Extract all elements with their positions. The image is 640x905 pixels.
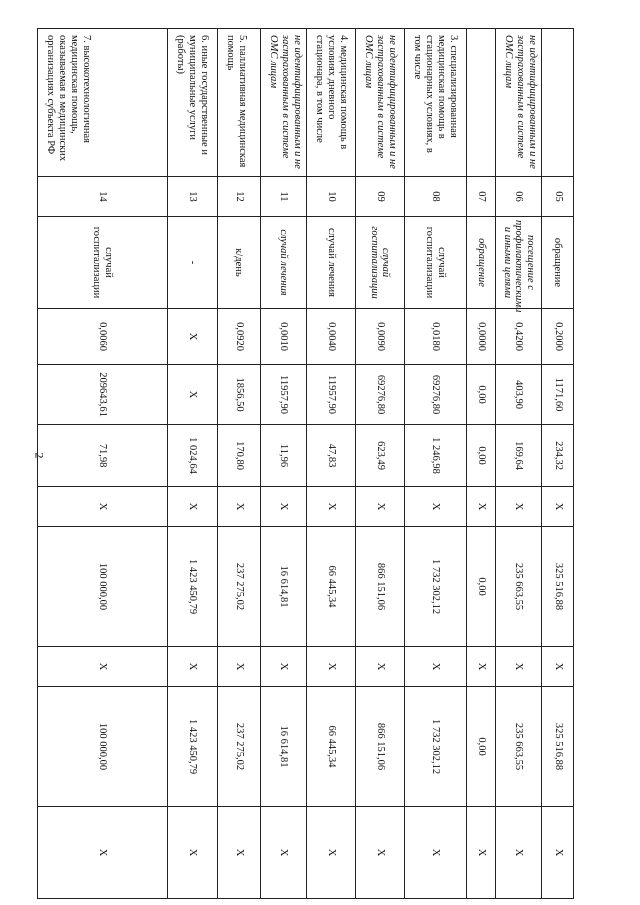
table-row bbox=[404, 29, 466, 899]
budget-total-cell: X bbox=[495, 647, 541, 687]
share-cell: X bbox=[306, 807, 355, 899]
oms-total-cell: 0,00 bbox=[466, 687, 495, 807]
norm-volume-cell: 0,0000 bbox=[466, 309, 495, 365]
budget-total-cell: X bbox=[167, 647, 217, 687]
budget-total-cell: X bbox=[404, 647, 466, 687]
oms-total-cell: 235 663,55 bbox=[495, 687, 541, 807]
row-name: 7. высокотехнологичная медицинская помощь, оказываемая в медицинских организациях субъекта РФ bbox=[37, 29, 167, 177]
row-code: 13 bbox=[167, 177, 217, 217]
table-row bbox=[542, 29, 574, 899]
budget-total-cell: X bbox=[355, 647, 404, 687]
per-capita-oms-cell: X bbox=[167, 487, 217, 527]
oms-total-cell: 1 732 302,12 bbox=[404, 687, 466, 807]
unit-cell: к/день bbox=[217, 217, 260, 309]
per-capita-oms-cell: X bbox=[217, 487, 260, 527]
share-cell: X bbox=[217, 807, 260, 899]
oms-total-cell: 866 151,06 bbox=[355, 687, 404, 807]
table-row bbox=[167, 29, 217, 899]
total-oms-cell: 16 614,81 bbox=[260, 527, 306, 647]
budget-total-cell: X bbox=[37, 647, 167, 687]
row-name: не идентифицированным и не застрахованным в системе ОМС лицам bbox=[260, 29, 306, 177]
share-cell: X bbox=[542, 807, 574, 899]
per-capita-oms-cell: X bbox=[542, 487, 574, 527]
per-capita-budget-cell: 11,96 bbox=[260, 425, 306, 487]
total-oms-cell: 0,00 bbox=[466, 527, 495, 647]
per-capita-oms-cell: X bbox=[466, 487, 495, 527]
table-row bbox=[355, 29, 404, 899]
budget-total-cell: X bbox=[466, 647, 495, 687]
row-name: 6. иные государственные и муниципальные услуги (работы) bbox=[167, 29, 217, 177]
row-code: 12 bbox=[217, 177, 260, 217]
norm-cost-cell: 1171,60 bbox=[542, 365, 574, 425]
per-capita-budget-cell: 47,83 bbox=[306, 425, 355, 487]
unit-cell: обращение bbox=[542, 217, 574, 309]
per-capita-budget-cell: 623,49 bbox=[355, 425, 404, 487]
share-cell: X bbox=[466, 807, 495, 899]
table-body bbox=[37, 29, 573, 899]
table-row bbox=[495, 29, 541, 899]
norm-cost-cell: 11957,90 bbox=[306, 365, 355, 425]
unit-cell: случай госпитализации bbox=[404, 217, 466, 309]
row-name: 3. специализированная медицинская помощь в стационарных условиях, в том числе bbox=[404, 29, 466, 177]
row-code: 06 bbox=[495, 177, 541, 217]
row-name: 4. медицинская помощь в условиях дневного стационара, в том числе bbox=[306, 29, 355, 177]
table-row bbox=[260, 29, 306, 899]
unit-cell: случай госпитализации bbox=[37, 217, 167, 309]
row-code: 05 bbox=[542, 177, 574, 217]
per-capita-oms-cell: X bbox=[260, 487, 306, 527]
norm-volume-cell: X bbox=[167, 309, 217, 365]
row-name bbox=[542, 29, 574, 177]
budget-total-cell: X bbox=[260, 647, 306, 687]
norm-volume-cell: 0,0090 bbox=[355, 309, 404, 365]
per-capita-oms-cell: X bbox=[355, 487, 404, 527]
per-capita-budget-cell: 169,64 bbox=[495, 425, 541, 487]
total-oms-cell: 237 275,02 bbox=[217, 527, 260, 647]
norm-volume-cell: 0,2000 bbox=[542, 309, 574, 365]
share-cell: X bbox=[167, 807, 217, 899]
norm-cost-cell: 69276,80 bbox=[404, 365, 466, 425]
share-cell: X bbox=[260, 807, 306, 899]
financing-table bbox=[37, 28, 574, 899]
norm-volume-cell: 0,0040 bbox=[306, 309, 355, 365]
per-capita-oms-cell: X bbox=[37, 487, 167, 527]
oms-total-cell: 325 516,88 bbox=[542, 687, 574, 807]
row-name: не идентифицированным и не застрахованным в системе ОМС лицам bbox=[495, 29, 541, 177]
oms-total-cell: 1 423 450,79 bbox=[167, 687, 217, 807]
total-oms-cell: 866 151,06 bbox=[355, 527, 404, 647]
table-row bbox=[217, 29, 260, 899]
norm-cost-cell: 69276,80 bbox=[355, 365, 404, 425]
per-capita-budget-cell: 170,80 bbox=[217, 425, 260, 487]
budget-total-cell: X bbox=[217, 647, 260, 687]
unit-cell: - bbox=[167, 217, 217, 309]
table-row bbox=[466, 29, 495, 899]
share-cell: X bbox=[404, 807, 466, 899]
row-code: 11 bbox=[260, 177, 306, 217]
norm-volume-cell: 0,0180 bbox=[404, 309, 466, 365]
unit-cell: посещение с профилактическими и иными целями bbox=[495, 217, 541, 309]
oms-total-cell: 16 614,81 bbox=[260, 687, 306, 807]
share-cell: X bbox=[355, 807, 404, 899]
row-name bbox=[466, 29, 495, 177]
unit-cell: обращение bbox=[466, 217, 495, 309]
row-code: 09 bbox=[355, 177, 404, 217]
per-capita-budget-cell: 234,32 bbox=[542, 425, 574, 487]
budget-total-cell: X bbox=[542, 647, 574, 687]
unit-cell: случай госпитализации bbox=[355, 217, 404, 309]
total-oms-cell: 325 516,88 bbox=[542, 527, 574, 647]
unit-cell: случай лечения bbox=[306, 217, 355, 309]
budget-total-cell: X bbox=[306, 647, 355, 687]
norm-cost-cell: 0,00 bbox=[466, 365, 495, 425]
per-capita-budget-cell: 0,00 bbox=[466, 425, 495, 487]
total-oms-cell: 1 732 302,12 bbox=[404, 527, 466, 647]
table-row bbox=[37, 29, 167, 899]
norm-cost-cell: 209643,61 bbox=[37, 365, 167, 425]
per-capita-oms-cell: X bbox=[404, 487, 466, 527]
per-capita-budget-cell: 1 246,98 bbox=[404, 425, 466, 487]
share-cell: X bbox=[495, 807, 541, 899]
norm-volume-cell: 0,0920 bbox=[217, 309, 260, 365]
total-oms-cell: 1 423 450,79 bbox=[167, 527, 217, 647]
norm-cost-cell: 11957,90 bbox=[260, 365, 306, 425]
norm-volume-cell: 0,4200 bbox=[495, 309, 541, 365]
table-row bbox=[306, 29, 355, 899]
oms-total-cell: 237 275,02 bbox=[217, 687, 260, 807]
share-cell: X bbox=[37, 807, 167, 899]
total-oms-cell: 235 663,55 bbox=[495, 527, 541, 647]
norm-volume-cell: 0,0060 bbox=[37, 309, 167, 365]
unit-cell: случай лечения bbox=[260, 217, 306, 309]
row-code: 08 bbox=[404, 177, 466, 217]
norm-cost-cell: 1856,50 bbox=[217, 365, 260, 425]
per-capita-budget-cell: 71,98 bbox=[37, 425, 167, 487]
total-oms-cell: 100 000,00 bbox=[37, 527, 167, 647]
page-number: 2 bbox=[32, 452, 47, 459]
norm-cost-cell: X bbox=[167, 365, 217, 425]
per-capita-budget-cell: 1 024,64 bbox=[167, 425, 217, 487]
oms-total-cell: 66 445,34 bbox=[306, 687, 355, 807]
oms-total-cell: 100 000,00 bbox=[37, 687, 167, 807]
row-code: 07 bbox=[466, 177, 495, 217]
per-capita-oms-cell: X bbox=[495, 487, 541, 527]
norm-cost-cell: 403,90 bbox=[495, 365, 541, 425]
per-capita-oms-cell: X bbox=[306, 487, 355, 527]
rotated-table-container bbox=[44, 28, 574, 898]
norm-volume-cell: 0,0010 bbox=[260, 309, 306, 365]
row-name: не идентифицированным и не застрахованным в системе ОМС лицам bbox=[355, 29, 404, 177]
row-code: 14 bbox=[37, 177, 167, 217]
row-name: 5. паллиативная медицинская помощь bbox=[217, 29, 260, 177]
total-oms-cell: 66 445,34 bbox=[306, 527, 355, 647]
row-code: 10 bbox=[306, 177, 355, 217]
